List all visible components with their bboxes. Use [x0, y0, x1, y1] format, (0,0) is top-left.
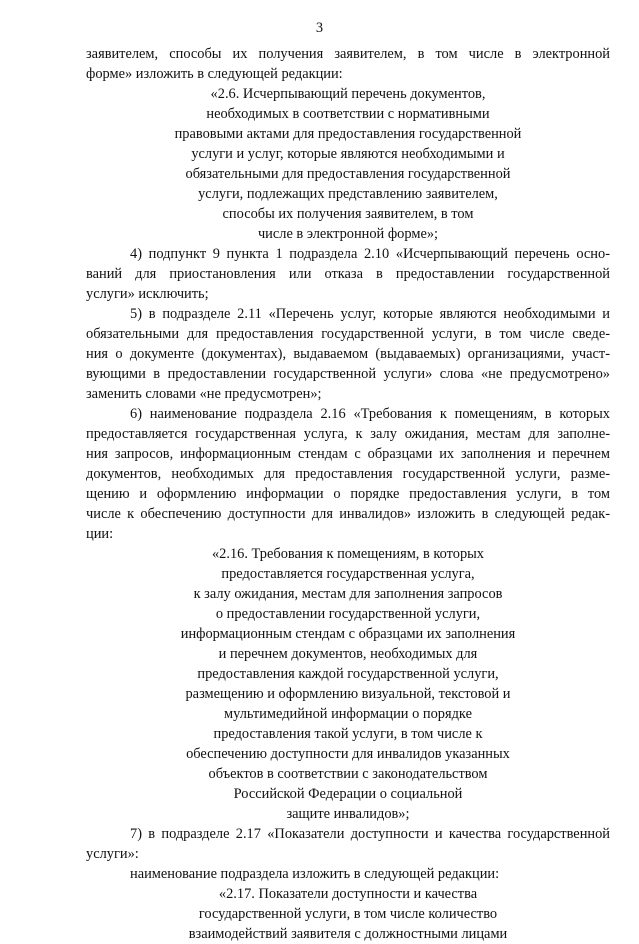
text-line: документов, необходимых для предоставления государственной услуги, разме-	[86, 466, 610, 482]
text-line: правовыми актами для предоставления государственной	[174, 126, 522, 142]
text-line: заменить словами «не предусмотрен»;	[86, 386, 322, 402]
text-line: защите инвалидов»;	[286, 806, 410, 822]
quoted-heading-block	[86, 84, 610, 244]
text-line: информационным стендам с образцами их заполнения	[180, 626, 516, 642]
text-line: 4) подпункт 9 пункта 1 подраздела 2.10 «Исчерпывающий перечень осно-	[130, 246, 610, 262]
text-line: «2.17. Показатели доступности и качества	[218, 886, 478, 902]
text-line: ния о документе (документах), выдаваемом (выдаваемых) организациями, участ-	[86, 346, 610, 362]
text-line: и перечнем документов, необходимых для	[218, 646, 478, 662]
page-number: 3	[315, 20, 324, 36]
text-line: государственной услуги, в том числе количество	[198, 906, 498, 922]
text-line: к залу ожидания, местам для заполнения запросов	[193, 586, 503, 602]
paragraph	[86, 824, 610, 864]
text-line: Российской Федерации о социальной	[233, 786, 463, 802]
text-line: ции:	[86, 526, 114, 542]
text-line: о предоставлении государственной услуги,	[215, 606, 481, 622]
text-line: услуги» исключить;	[86, 286, 209, 302]
text-line: обеспечению доступности для инвалидов указанных	[186, 746, 510, 762]
text-line: ваний для приостановления или отказа в предоставлении государственной	[86, 266, 610, 282]
text-line: заявителем, способы их получения заявителем, в том числе в электронной	[86, 46, 610, 62]
paragraph	[86, 864, 610, 884]
paragraph	[86, 304, 610, 404]
paragraph	[86, 44, 610, 84]
document-body	[86, 44, 610, 944]
text-line: объектов в соответствии с законодательством	[208, 766, 488, 782]
text-line: «2.6. Исчерпывающий перечень документов,	[210, 86, 486, 102]
text-line: ния запросов, информационным стендам с образцами их заполнения и перечнем	[86, 446, 610, 462]
quoted-heading-block	[86, 884, 610, 944]
text-line: услуги и услуг, которые являются необходимыми и	[191, 146, 505, 162]
text-line: числе в электронной форме»;	[257, 226, 439, 242]
text-line: взаимодействий заявителя с должностными лицами	[188, 926, 508, 942]
text-line: вующими в предоставлении государственной услуги» слова «не предусмотрено»	[86, 366, 610, 382]
text-line: наименование подраздела изложить в следующей редакции:	[130, 866, 500, 882]
text-line: услуги, подлежащих представлению заявителем,	[198, 186, 498, 202]
text-line: мультимедийной информации о порядке	[224, 706, 472, 722]
text-line: размещению и оформлению визуальной, текстовой и	[185, 686, 511, 702]
paragraph	[86, 404, 610, 544]
text-line: щению и оформлению информации о порядке предоставления услуги, в том	[86, 486, 610, 502]
text-line: обязательными для предоставления государственной	[185, 166, 511, 182]
text-line: предоставления такой услуги, в том числе к	[213, 726, 483, 742]
text-line: обязательными для предоставления государственной услуги, в том числе сведе-	[86, 326, 610, 342]
text-line: числе к обеспечению доступности для инвалидов» изложить в следующей редак-	[86, 506, 610, 522]
text-line: услуги»:	[86, 846, 139, 862]
text-line: предоставляется государственная услуга, к залу ожидания, местам для заполне-	[86, 426, 610, 442]
text-line: форме» изложить в следующей редакции:	[86, 66, 343, 82]
quoted-heading-block	[86, 544, 610, 824]
text-line: предоставляется государственная услуга,	[221, 566, 475, 582]
text-line: 6) наименование подраздела 2.16 «Требования к помещениям, в которых	[130, 406, 610, 422]
paragraph	[86, 244, 610, 304]
text-line: необходимых в соответствии с нормативными	[206, 106, 490, 122]
text-line: предоставления каждой государственной услуги,	[197, 666, 499, 682]
text-line: 5) в подразделе 2.11 «Перечень услуг, которые являются необходимыми и	[130, 306, 610, 322]
text-line: «2.16. Требования к помещениям, в которых	[211, 546, 485, 562]
text-line: способы их получения заявителем, в том	[222, 206, 474, 222]
text-line: 7) в подразделе 2.17 «Показатели доступности и качества государственной	[130, 826, 610, 842]
